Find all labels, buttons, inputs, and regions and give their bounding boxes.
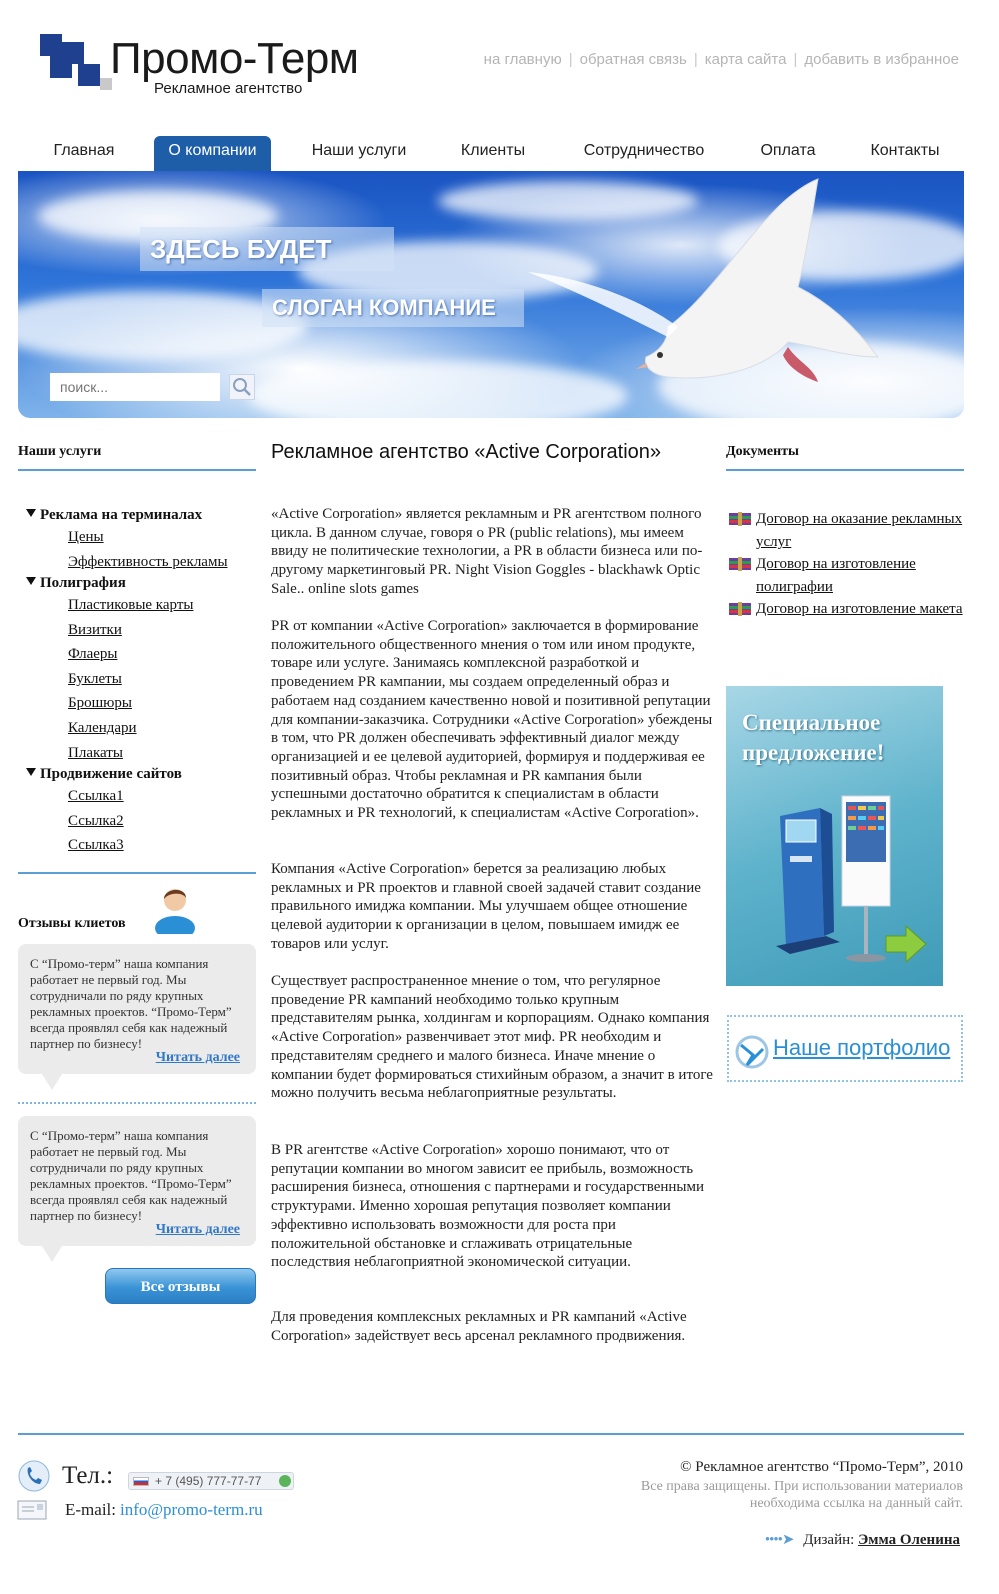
divider: [18, 469, 256, 471]
home-link[interactable]: на главную: [483, 51, 562, 68]
document-item[interactable]: [728, 598, 964, 621]
category-label: Реклама на терминалах: [40, 507, 203, 523]
service-link-3[interactable]: Ссылка3: [68, 837, 124, 853]
portfolio-icon: [735, 1035, 769, 1069]
email-label: E-mail:: [65, 1500, 116, 1519]
bubble-tail: [42, 1246, 62, 1262]
design-label: Дизайн:: [803, 1532, 855, 1548]
separator: |: [793, 51, 798, 68]
separator: |: [568, 51, 573, 68]
reviews-heading: Отзывы клиетов: [18, 916, 126, 931]
document-link[interactable]: Договор на оказание рекламных услуг: [756, 511, 963, 550]
tab-payment[interactable]: Оплата: [760, 142, 816, 159]
arrow-dots-icon: ••••➤: [764, 1532, 794, 1548]
paragraph: Компания «Active Corporation» берется за реализацию любых рекламных и PR проектов и главной своей задачей ставит создание правильного имиджа компании. Мы улучшаем общее отношение целевой аудитории к организации в целом, повышаем имидж ее товаров или услуг.: [271, 861, 701, 952]
document-link[interactable]: Договор на изготовление полиграфии: [756, 556, 916, 595]
triangle-down-icon: [26, 768, 36, 776]
service-link-booklets[interactable]: Буклеты: [68, 671, 122, 687]
search-button[interactable]: [229, 374, 255, 400]
service-link-2[interactable]: Ссылка2: [68, 813, 124, 829]
service-link-brochures[interactable]: Брошюры: [68, 695, 132, 711]
logo-square: [50, 56, 72, 78]
logo[interactable]: [38, 30, 378, 100]
dove-image: [518, 177, 898, 407]
services-heading: Наши услуги: [18, 444, 102, 459]
triangle-down-icon: [26, 577, 36, 585]
review-text: С “Промо-терм” наша компания работает не первый год. Мы сотрудничали по ряду крупных рекламных проектов. “Промо-Терм” всегда проявлял себя как надежный партнер по бизнесу!: [30, 956, 232, 1051]
paragraph: «Active Corporation» является рекламным и PR агентством полного цикла. В данном случае, говоря о PR (public relations), мы имеем ввиду не политические технологии, а PR в области бизнеса или по-другому маркетинговый PR. Night Vision Goggles - blackhawk Optic Sale.. online slots games: [271, 506, 703, 597]
review-card: [18, 944, 256, 1074]
tab-home[interactable]: Главная: [53, 142, 115, 159]
avatar-icon: [153, 882, 197, 934]
flag-icon: [133, 1477, 149, 1486]
service-link-calendars[interactable]: Календари: [68, 720, 137, 736]
terminal-kiosk-image: [766, 786, 936, 966]
archive-icon: [728, 511, 752, 527]
logo-title: Промо-Терм: [110, 34, 359, 83]
triangle-down-icon: [26, 509, 36, 517]
all-reviews-button[interactable]: Все отзывы: [105, 1268, 256, 1304]
sitemap-link[interactable]: карта сайта: [704, 51, 787, 68]
page-title: Рекламное агентство «Active Corporation»: [271, 441, 662, 463]
logo-square: [78, 64, 100, 86]
archive-icon: [728, 556, 752, 572]
logo-subtitle: Рекламное агентство: [154, 80, 303, 97]
tab-cooperation[interactable]: Сотрудничество: [583, 142, 705, 159]
service-link-effectiveness[interactable]: Эффективность рекламы: [68, 554, 228, 570]
tab-services[interactable]: Наши услуги: [311, 142, 407, 159]
archive-icon: [728, 601, 752, 617]
call-icon: [279, 1475, 291, 1487]
document-link[interactable]: Договор на изготовление макета: [756, 601, 963, 617]
main-nav: [18, 136, 964, 172]
service-link-1[interactable]: Ссылка1: [68, 788, 124, 804]
divider: [18, 1102, 256, 1104]
document-item[interactable]: [728, 553, 964, 599]
slogan-line-2: СЛОГАН КОМПАНИЕ: [262, 289, 524, 327]
category-label: Полиграфия: [40, 575, 126, 591]
divider: [726, 469, 964, 471]
read-more-link[interactable]: Читать далее: [155, 1050, 240, 1065]
email-link[interactable]: info@promo-term.ru: [120, 1500, 263, 1519]
service-link-business-cards[interactable]: Визитки: [68, 622, 122, 638]
bookmark-link[interactable]: добавить в избранное: [804, 51, 959, 68]
search-input[interactable]: [50, 373, 220, 401]
paragraph: В PR агентстве «Active Corporation» хорошо понимают, что от репутации компании во многом зависит ее прибыль, возможность расширения бизнеса, отношения с партнерами и государственными структурами. Именно хорошая репутация позволяет компании эффективно использовать возможности для роста при положительной обстановке и сглаживать отрицательные последствия неблагоприятной экономической ситуации.: [271, 1142, 705, 1271]
service-link-prices[interactable]: Цены: [68, 529, 104, 545]
portfolio-link-box[interactable]: [727, 1015, 963, 1082]
review-text: С “Промо-терм” наша компания работает не первый год. Мы сотрудничали по ряду крупных рекламных проектов. “Промо-Терм” всегда проявлял себя как надежный партнер по бизнесу!: [30, 1128, 232, 1223]
hero-banner: [18, 171, 964, 418]
tab-contacts[interactable]: Контакты: [870, 142, 940, 159]
document-item[interactable]: [728, 508, 964, 554]
category-label: Продвижение сайтов: [40, 766, 182, 782]
paragraph: Существует распространенное мнение о том, что регулярное проведение PR кампаний необходимо только крупным представителям рынка, холдингам и корпорациям. Однако компания «Active Corporation» развенчивает этот миф. PR необходим и представителям среднего и малого бизнеса. Иначе мнение о компании будет формироваться стихийным образом, а значит в итоге можно получить весьма неблагоприятные результаты.: [271, 973, 713, 1102]
tab-clients[interactable]: Клиенты: [460, 142, 526, 159]
search-icon: [230, 375, 254, 399]
service-link-flyers[interactable]: Флаеры: [68, 646, 118, 662]
paragraph: Для проведения комплексных рекламных и PR кампаний «Active Corporation» задействует весь арсенал рекламного продвижения.: [271, 1309, 687, 1344]
special-offer-banner[interactable]: [726, 686, 943, 986]
rights-notice: Все права защищены. При использовании материалов: [640, 1479, 963, 1494]
phone-label: Тел.:: [62, 1462, 114, 1489]
documents-heading: Документы: [726, 444, 799, 459]
footer-divider: [18, 1433, 964, 1435]
bubble-tail: [42, 1074, 62, 1090]
feedback-link[interactable]: обратная связь: [579, 51, 687, 68]
service-link-posters[interactable]: Плакаты: [68, 745, 123, 761]
rights-notice-2: необходима ссылка на данный сайт.: [749, 1496, 963, 1511]
service-link-plastic-cards[interactable]: Пластиковые карты: [68, 597, 194, 613]
category-seo[interactable]: [26, 766, 182, 783]
special-offer-title: Специальное предложение!: [742, 710, 885, 765]
read-more-link[interactable]: Читать далее: [155, 1222, 240, 1237]
tab-about[interactable]: О компании: [154, 136, 271, 172]
top-links: [484, 51, 959, 68]
separator: |: [693, 51, 698, 68]
portfolio-link[interactable]: Наше портфолио: [773, 1035, 951, 1060]
divider: [18, 872, 256, 874]
phone-icon: [18, 1460, 50, 1492]
designer-link[interactable]: Эмма Оленина: [858, 1532, 960, 1548]
category-terminals[interactable]: [26, 507, 202, 524]
review-card: [18, 1116, 256, 1246]
logo-square: [40, 34, 62, 56]
phone-number: + 7 (495) 777-77-77: [155, 1474, 262, 1488]
category-printing[interactable]: [26, 575, 126, 592]
copyright: © Рекламное агентство “Промо-Терм”, 2010: [680, 1459, 963, 1475]
email-icon: [14, 1498, 48, 1522]
phone-number-badge[interactable]: [128, 1472, 294, 1490]
paragraph: PR от компании «Active Corporation» заключается в формирование положительного общественного мнения о том или ином продукте, товаре или услуге. Занимаясь комплексной разработкой и проведением PR кампании, мы создаем определенный образ и работаем над созданием качественно новой и позитивной репутации для компании-заказчика. Сотрудники «Active Corporation» убеждены в том, что PR должен обеспечивать эффективный диалог между организацией и ее целевой аудиторией, формируя и поддерживая ее позитивный образ. Чтобы рекламная и PR кампания были успешными достаточно обратится к специалистам в области рекламных и PR технологий, к специалистам «Active Corporation».: [271, 618, 713, 822]
design-credit: [765, 1530, 960, 1549]
slogan-line-1: ЗДЕСЬ БУДЕТ: [140, 227, 394, 271]
